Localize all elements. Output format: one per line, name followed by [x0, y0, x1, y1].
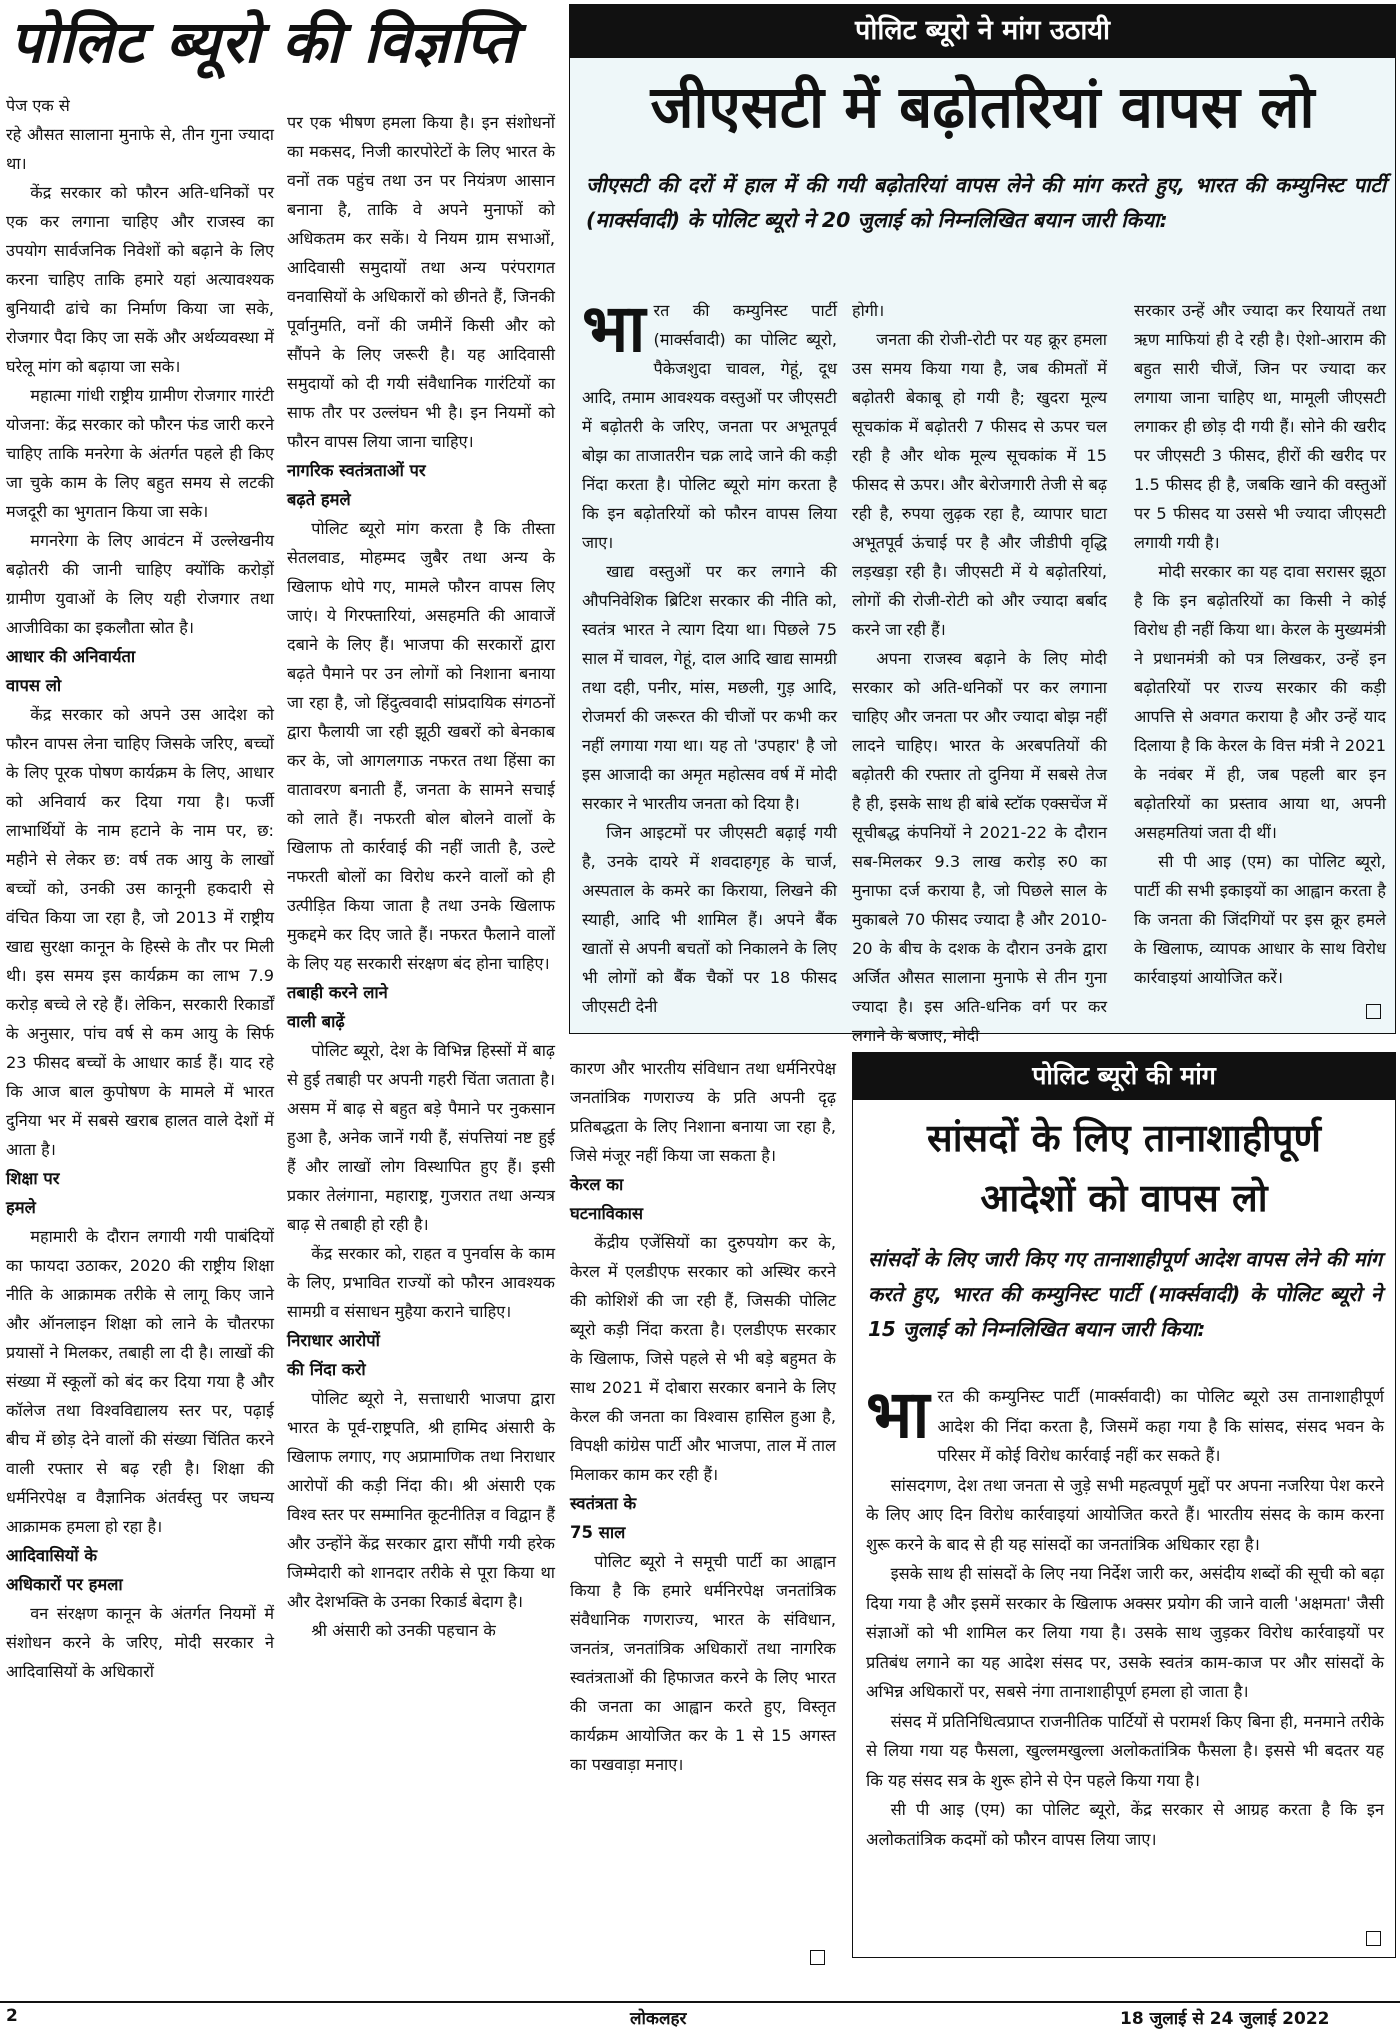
left-article-col3: [570, 1054, 836, 1956]
subheading: तबाही करने लाने: [287, 983, 388, 1002]
footer-paper-name: लोकलहर: [630, 2009, 687, 2029]
paragraph: भारत की कम्युनिस्ट पार्टी (मार्क्सवादी) का पोलिट ब्यूरो, पैकेजशुदा चावल, गेहूं, दूध आदि, तमाम आवश्यक वस्तुओं पर जीएसटी में बढ़ोतरी के जरिए, जनता पर अभूतपूर्व बोझ का ताजातरीन चक्र लादे जाने की कड़ी निंदा करता है। पोलिट ब्यूरो मांग करता है कि इन बढ़ोतरियों को फौरन वापस लिया जाए।: [582, 290, 837, 552]
gst-article-endmark: [1366, 1001, 1381, 1020]
paragraph: पोलिट ब्यूरो, देश के विभिन्न हिस्सों में बाढ़ से हुई तबाही पर अपनी गहरी चिंता जताता है। असम में बाढ़ से बहुत बड़े पैमाने पर नुकसान हुआ है, अनेक जानें गयी हैं, संपत्तियां नष्ट हुई हैं और लाखों लोग विस्थापित हुए हैं। इसी प्रकार तेलंगाना, महाराष्ट्र, गुजरात तथा अन्यत्र बाढ़ से तबाही हो रही है।: [287, 1041, 555, 1234]
subheading: वापस लो: [6, 676, 62, 695]
subheading: 75 साल: [570, 1523, 626, 1542]
subheading: घटनाविकास: [570, 1204, 644, 1223]
paragraph: केंद्र सरकार को अपने उस आदेश को फौरन वापस लेना चाहिए जिसके जरिए, बच्चों के लिए पूरक पोषण कार्यक्रम के लिए, आधार को अनिवार्य कर दिया गया है। फर्जी लाभार्थियों के नाम हटाने के नाम पर, छ: महीने से लेकर छ: वर्ष तक आयु के लाखों बच्चों को, उनकी उस कानूनी हकदारी से वंचित किया जा रहा है, जो 2013 में राष्ट्रीय खाद्य सुरक्षा कानून के हिस्से के तौर पर मिली थी। इस समय इस कार्यक्रम का लाभ 7.9 करोड़ बच्चे ले रहे हैं। लेकिन, सरकारी रिकार्डों के अनुसार, पांच वर्ष से कम आयु के सिर्फ 23 फीसद बच्चों के आधार कार्ड हैं। याद रहे कि आज बाल कुपोषण के मामले में भारत दुनिया भर में सबसे खराब हालत वाले देशों में आता है।: [6, 705, 274, 1159]
mp-article-body: [866, 1376, 1384, 1954]
paragraph: इसके साथ ही सांसदों के लिए नया निर्देश जारी कर, असंदीय शब्दों की सूची को बढ़ा दिया गया है और इसमें सरकार के खिलाफ अक्सर प्रयोग की जाने वाली 'अक्षमता' जैसी संज्ञाओं को भी शामिल कर लिया गया है। उसके साथ जुड़कर विरोध कार्रवाइयों पर प्रतिबंध लगाने का यह आदेश संसद पर, उसके स्वतंत्र काम-काज पर और सांसदों के अभिन्न अधिकारों पर, सबसे नंगा तानाशाहीपूर्ण हमला हो जाता है।: [866, 1564, 1384, 1701]
mp-article-title-line1: सांसदों के लिए तानाशाहीपूर्ण: [927, 1116, 1321, 1160]
mp-article-endmark: [1366, 1928, 1381, 1947]
paragraph: पोलिट ब्यूरो ने समूची पार्टी का आह्वान किया है कि हमारे धर्मनिरपेक्ष जनतांत्रिक संवैधानिक गणराज्य, भारत के संविधान, जनतंत्र, जनतांत्रिक अधिकारों तथा नागरिक स्वतंत्रताओं की हिफाजत करने के लिए भारत की जनता का आह्वान करते हुए, विस्तृत कार्यक्रम आयोजित कर के 1 से 15 अगस्त का पखवाड़ा मनाए।: [570, 1552, 836, 1774]
gst-article-col3: [1134, 296, 1386, 1031]
footer-date: 18 जुलाई से 24 जुलाई 2022: [1120, 2009, 1330, 2029]
drop-cap: भा: [866, 1376, 930, 1453]
paragraph: सरकार उन्हें और ज्यादा कर रियायतें तथा ऋण माफियां ही दे रही है। ऐशो-आराम की बहुत सारी चीजें, जिन पर ज्यादा कर लगाया जाना चाहिए था, मामूली जीएसटी लगाकर ही छोड़ दी गयी हैं। सोने की खरीद पर जीएसटी 3 फीसद, हीरों की खरीद पर 1.5 फीसद ही है, जबकि खाने की वस्तुओं पर 5 फीसद या उससे भी ज्यादा जीएसटी लगायी गयी है।: [1134, 301, 1386, 552]
paragraph: पर एक भीषण हमला किया है। इन संशोधनों का मकसद, निजी कारपोरेटों के लिए भारत के वनों तक पहुंच तथा उन पर नियंत्रण आसान बनाना है, ताकि वे अपने मुनाफों को अधिकतम कर सकें। ये नियम ग्राम सभाओं, आदिवासी समुदायों तथा अन्य परंपरागत वनवासियों के अधिकारों को छीनते हैं, जिनकी पूर्वानुमति, वनों की जमीनें किसी और को सौंपने के लिए जरूरी है। यह आदिवासी समुदायों को दी गयी संवैधानिक गारंटियों का साफ तौर पर उल्लंघन भी है। इन नियमों को फौरन वापस लिया जाना चाहिए।: [287, 113, 555, 451]
drop-cap: भा: [582, 290, 646, 367]
paragraph: संसद में प्रतिनिधित्वप्राप्त राजनीतिक पार्टियों से परामर्श किए बिना ही, मनमाने तरीके से लिया गया यह फैसला, खुल्लमखुल्ला अलोकतांत्रिक फैसला है। इससे भी बदतर यह कि यह संसद सत्र के शुरू होने से ऐन पहले किया गया है।: [866, 1711, 1384, 1790]
subheading: आदिवासियों के: [6, 1546, 98, 1565]
mp-article-title-line2: आदेशों को वापस लो: [980, 1176, 1268, 1220]
paragraph: जनता की रोजी-रोटी पर यह क्रूर हमला उस समय किया गया है, जब कीमतों में बढ़ोतरी बेकाबू हो गयी है; खुदरा मूल्य सूचकांक में बढ़ोतरी 7 फीसद से ऊपर चल रही है और थोक मूल्य सूचकांक में 15 फीसद से ऊपर। और बेरोजगारी तेजी से बढ़ रही है, रुपया लुढ़क रहा है, व्यापार घाटा अभूतपूर्व ऊंचाई पर है और जीडीपी वृद्धि लड़खड़ा रही है। जीएसटी में ये बढ़ोतरियां, लोगों की रोजी-रोटी को और ज्यादा बर्बाद करने जा रही हैं।: [852, 330, 1107, 639]
paragraph: भारत की कम्युनिस्ट पार्टी (मार्क्सवादी) का पोलिट ब्यूरो उस तानाशाहीपूर्ण आदेश की निंदा करता है, जिसमें कहा गया है कि सांसद, संसद भवन के परिसर में कोई विरोध कार्रवाई नहीं कर सकते हैं।: [866, 1376, 1384, 1465]
gst-article-col2: [852, 296, 1107, 1045]
footer-rule: [0, 2001, 1400, 2003]
subheading: वाली बाढ़ें: [287, 1012, 345, 1031]
paragraph: महामारी के दौरान लगायी गयी पाबंदियों का फायदा उठाकर, 2020 की राष्ट्रीय शिक्षा नीति के आक्रामक तरीके से लागू किए जाने और ऑनलाइन शिक्षा को लाने के चौतरफा प्रयासों ने मिलकर, तबाही ला दी है। लाखों की संख्या में स्कूलों को बंद कर दिया गया है और कॉलेज तथा विश्वविद्यालय स्तर पर, पढ़ाई बीच में छोड़ देने वालों की संख्या चिंतित करने वाली रफ्तार से बढ़ रही है। शिक्षा की धर्मनिरपेक्ष व वैज्ञानिक अंतर्वस्तु पर जघन्य आक्रामक हमला हो रहा है।: [6, 1227, 274, 1536]
subheading: बढ़ते हमले: [287, 490, 351, 509]
paragraph: केंद्रीय एजेंसियों का दुरुपयोग कर के, केरल में एलडीएफ सरकार को अस्थिर करने की कोशिशें की जा रही हैं, जिसकी पोलिट ब्यूरो कड़ी निंदा करता है। एलडीएफ सरकार के खिलाफ, जिसे पहले से भी बड़े बहुमत के साथ 2021 में दोबारा सरकार बनाने के लिए केरल की जनता का विश्वास हासिल हुआ है, विपक्षी कांग्रेस पार्टी और भाजपा, ताल में ताल मिलाकर काम कर रही हैं।: [570, 1233, 836, 1484]
paragraph: केंद्र सरकार को, राहत व पुनर्वास के काम के लिए, प्रभावित राज्यों को फौरन आवश्यक सामग्री व संसाधन मुहैया कराने चाहिए।: [287, 1244, 555, 1321]
left-article-endmark: [810, 1947, 825, 1966]
paragraph: खाद्य वस्तुओं पर कर लगाने की औपनिवेशिक ब्रिटिश सरकार की नीति को, स्वतंत्र भारत ने त्याग दिया था। पिछले 75 साल में चावल, गेहूं, दाल आदि खाद्य सामग्री तथा दही, पनीर, मांस, मछली, गुड़ आदि, रोजमर्रा की जरूरत की चीजों पर कभी कर नहीं लगाया गया था। यह तो 'उपहार' है जो इस आजादी का अमृत महोत्सव वर्ष में मोदी सरकार ने भारतीय जनता को दिया है।: [582, 562, 837, 813]
paragraph: श्री अंसारी को उनकी पहचान के: [311, 1621, 496, 1640]
left-article-title: पोलिट ब्यूरो की विज्ञप्ति: [10, 8, 517, 76]
gst-article-title: जीएसटी में बढ़ोतरियां वापस लो: [650, 73, 1315, 141]
paragraph: जिन आइटमों पर जीएसटी बढ़ाई गयी है, उनके दायरे में शवदाहगृह के चार्ज, अस्पताल के कमरे का किराया, लिखने की स्याही, आदि भी शामिल हैं। अपने बैंक खातों से अपनी बचतों को निकालने के लिए भी लोगों को बैंक चैकों पर 18 फीसद जीएसटी देनी: [582, 823, 837, 1016]
paragraph: होगी।: [852, 301, 885, 320]
left-article-col2: [287, 108, 555, 2011]
gst-article-kicker: पोलिट ब्यूरो ने मांग उठायी: [569, 4, 1396, 58]
subheading: की निंदा करो: [287, 1360, 366, 1379]
subheading: हमले: [6, 1198, 36, 1217]
paragraph: रहे औसत सालाना मुनाफे से, तीन गुना ज्यादा था।: [6, 125, 274, 173]
paragraph: पेज एक से: [6, 96, 70, 115]
subheading: आधार की अनिवार्यता: [6, 647, 136, 666]
paragraph: मगनरेगा के लिए आवंटन में उल्लेखनीय बढ़ोतरी की जानी चाहिए क्योंकि करोड़ों ग्रामीण युवाओं के लिए यही रोजगार तथा आजीविका का इकलौता स्रोत है।: [6, 531, 274, 637]
gst-article-col1: [582, 290, 837, 1031]
subheading: नागरिक स्वतंत्रताओं पर: [287, 461, 426, 480]
paragraph: पोलिट ब्यूरो मांग करता है कि तीस्ता सेतलवाड, मोहम्मद जुबैर तथा अन्य के खिलाफ थोपे गए, मामले फौरन वापस लिए जाएं। ये गिरफ्तारियां, असहमति की आवाजें दबाने के लिए हैं। भाजपा की सरकारों द्वारा बढ़ते पैमाने पर उन लोगों को निशाना बनाया जा रहा है, जो हिंदुत्ववादी सांप्रदायिक संगठनों द्वारा फैलायी जा रही झूठी खबरों को बेनकाब कर के, जो आगलगाऊ नफरत तथा हिंसा का वातावरण बनाती हैं, जनता के सामने सचाई को लाते हैं। नफरती बोल बोलने वालों के खिलाफ तो कार्रवाई की नहीं जाती है, उल्टे नफरती बोलों का विरोध करने वालों को ही उत्पीड़ित किया जाता है तथा उनके खिलाफ मुकद्दमे कर दिए जाते हैं। नफरत फैलाने वालों के लिए यह सरकारी संरक्षण बंद होना चाहिए।: [287, 519, 555, 973]
paragraph: सांसदगण, देश तथा जनता से जुड़े सभी महत्वपूर्ण मुद्दों पर अपना नजरिया पेश करने के लिए आए दिन विरोध कार्रवाइयां आयोजित करते हैं। भारतीय संसद के काम करना शुरू करने के बाद से ही यह सांसदों का जनतांत्रिक अधिकार रहा है।: [866, 1475, 1384, 1554]
paragraph: सी पी आइ (एम) का पोलिट ब्यूरो, केंद्र सरकार से आग्रह करता है कि इन अलोकतांत्रिक कदमों को फौरन वापस लिया जाए।: [866, 1800, 1384, 1849]
paragraph: अपना राजस्व बढ़ाने के लिए मोदी सरकार को अति-धनिकों पर कर लगाना चाहिए और जनता पर और ज्यादा बोझ नहीं लादने चाहिए। भारत के अरबपतियों की बढ़ोतरी की रफ्तार तो दुनिया में सबसे तेज है ही, इसके साथ ही बांबे स्टॉक एक्सचेंज में सूचीबद्ध कंपनियों ने 2021-22 के दौरान सब-मिलकर 9.3 लाख करोड़ रु0 का मुनाफा दर्ज कराया है, जो पिछले साल के मुकाबले 70 फीसद ज्यादा है और 2010-20 के बीच के दशक के दौरान उनके द्वारा अर्जित औसत सालाना मुनाफे से तीन गुना ज्यादा है। इस अति-धनिक वर्ग पर कर लगाने के बजाए, मोदी: [852, 649, 1107, 1045]
paragraph: कारण और भारतीय संविधान तथा धर्मनिरपेक्ष जनतांत्रिक गणराज्य के प्रति अपनी दृढ़ प्रतिबद्धता के लिए निशाना बनाया जा रहा है, जिसे मंजूर नहीं किया जा सकता है।: [570, 1059, 836, 1165]
paragraph: पोलिट ब्यूरो ने, सत्ताधारी भाजपा द्वारा भारत के पूर्व-राष्ट्रपति, श्री हामिद अंसारी के खिलाफ लगाए, गए अप्रामाणिक तथा निराधार आरोपों की कड़ी निंदा की। श्री अंसारी एक विश्व स्तर पर सम्मानित कूटनीतिज्ञ व विद्वान हैं और उन्होंने केंद्र सरकार द्वारा सौंपी गयी हरेक जिम्मेदारी को शानदार तरीके से पूरा किया था और देशभक्ति के उनका रिकार्ड बेदाग है।: [287, 1389, 555, 1611]
paragraph: केंद्र सरकार को फौरन अति-धनिकों पर एक कर लगाना चाहिए और राजस्व का उपयोग सार्वजनिक निवेशों को बढ़ाने के लिए करना चाहिए ताकि हमारे यहां अत्यावश्यक बुनियादी ढांचे का निर्माण किया जा सके, रोजगार पैदा किए जा सकें और अर्थव्यवस्था में घरेलू मांग को बढ़ाया जा सके।: [6, 183, 274, 376]
subheading: अधिकारों पर हमला: [6, 1575, 123, 1594]
paragraph: सी पी आइ (एम) का पोलिट ब्यूरो, पार्टी की सभी इकाइयों का आह्वान करता है कि जनता की जिंदगियों पर इस क्रूर हमले के खिलाफ, व्यापक आधार के साथ विरोध कार्रवाइयां आयोजित करें।: [1134, 852, 1386, 987]
subheading: शिक्षा पर: [6, 1169, 60, 1188]
subheading: निराधार आरोपों: [287, 1331, 380, 1350]
paragraph: मोदी सरकार का यह दावा सरासर झूठा है कि इन बढ़ोतरियों का किसी ने कोई विरोध ही नहीं किया था। केरल के मुख्यमंत्री ने प्रधानमंत्री को पत्र लिखकर, उन्हें इन बढ़ोतरियों पर राज्य सरकार की कड़ी आपत्ति से अवगत कराया है और उन्हें याद दिलाया है कि केरल के वित्त मंत्री ने 2021 के नवंबर में ही, जब पहली बार इन बढ़ोतरियों का प्रस्ताव आया था, अपनी असहमतियां जता दी थीं।: [1134, 562, 1386, 842]
footer-page-number: 2: [6, 2006, 18, 2026]
paragraph: महात्मा गांधी राष्ट्रीय ग्रामीण रोजगार गारंटी योजना: केंद्र सरकार को फौरन फंड जारी करने चाहिए ताकि मनरेगा के अंतर्गत पहले ही किए जा चुके काम के लिए बहुत समय से लटकी मजदूरी का भुगतान किया जा सके।: [6, 386, 274, 521]
paragraph: वन संरक्षण कानून के अंतर्गत नियमों में संशोधन करने के जरिए, मोदी सरकार ने आदिवासियों के अधिकारों: [6, 1604, 274, 1681]
left-article-col1: [6, 91, 274, 2011]
gst-article-deck: जीएसटी की दरों में हाल में की गयी बढ़ोतरियां वापस लेने की मांग करते हुए, भारत की कम्युनिस्ट पार्टी (मार्क्सवादी) के पोलिट ब्यूरो ने 20 जुलाई को निम्नलिखित बयान जारी किया:: [586, 173, 1386, 232]
subheading: केरल का: [570, 1175, 624, 1194]
mp-article-deck: सांसदों के लिए जारी किए गए तानाशाहीपूर्ण आदेश वापस लेने की मांग करते हुए, भारत की कम्युनिस्ट पार्टी (मार्क्सवादी) के पोलिट ब्यूरो ने 15 जुलाई को निम्नलिखित बयान जारी किया:: [868, 1247, 1382, 1341]
subheading: स्वतंत्रता के: [570, 1494, 637, 1513]
mp-article-kicker: पोलिट ब्यूरो की मांग: [852, 1052, 1396, 1100]
